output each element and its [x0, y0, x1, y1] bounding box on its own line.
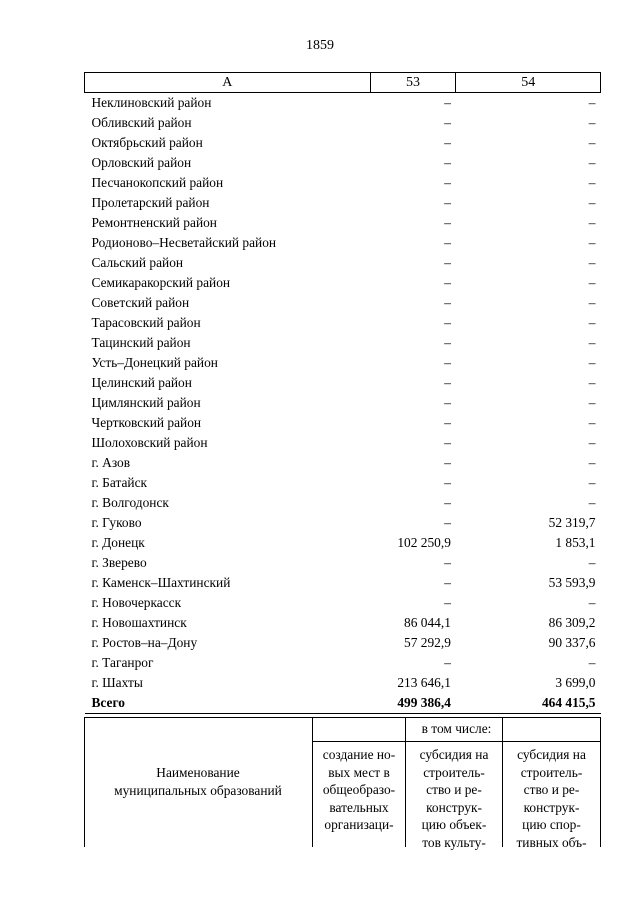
- value-53: –: [444, 355, 451, 370]
- value-54: –: [588, 395, 596, 410]
- table-row: [85, 93, 601, 114]
- municipality-name: г. Таганрог: [91, 655, 154, 670]
- value-54: 90 337,6: [548, 635, 596, 650]
- subcol-line: цию спор-: [522, 817, 581, 832]
- budget-table: [84, 72, 601, 714]
- value-54: –: [588, 455, 596, 470]
- table-row: [85, 333, 601, 353]
- value-53: 499 386,4: [370, 693, 456, 714]
- table-row: [85, 473, 601, 493]
- table-row: [85, 453, 601, 473]
- value-54: –: [588, 235, 596, 250]
- value-53: –: [444, 595, 451, 610]
- value-53: –: [444, 575, 451, 590]
- municipality-name: г. Донецк: [91, 535, 145, 550]
- table-header-row: [85, 73, 601, 93]
- value-53: –: [444, 175, 451, 190]
- municipality-name: Чертковский район: [91, 415, 202, 430]
- municipality-name: Песчанокопский район: [91, 175, 224, 190]
- table-row: [85, 193, 601, 213]
- table-row: [85, 253, 601, 273]
- municipality-name: Октябрьский район: [91, 135, 203, 150]
- table-row: [85, 373, 601, 393]
- subtable-header: [84, 717, 601, 850]
- municipality-name: Советский район: [91, 295, 190, 310]
- value-53: –: [444, 295, 451, 310]
- table-row: [85, 513, 601, 533]
- value-54: –: [588, 155, 596, 170]
- table-row: [85, 553, 601, 573]
- value-53: –: [444, 435, 451, 450]
- municipality-header-line: Наименование: [156, 765, 240, 780]
- table-row: [85, 433, 601, 453]
- subcol-line: вательных: [329, 799, 389, 815]
- municipality-name: г. Каменск–Шахтинский: [91, 575, 231, 590]
- table-row: [85, 313, 601, 333]
- municipality-name: Тарасовский район: [91, 315, 201, 330]
- subcol-line: организаци-: [324, 817, 394, 832]
- value-54: –: [588, 175, 596, 190]
- table-row: [85, 613, 601, 633]
- municipality-name: Сальский район: [91, 255, 184, 270]
- value-53: –: [444, 235, 451, 250]
- subcol-line: общеобразо-: [322, 782, 396, 797]
- table-row: [85, 273, 601, 293]
- header-col-a: А: [85, 73, 371, 93]
- value-54: –: [588, 135, 596, 150]
- municipality-header-line: муниципальных образований: [114, 782, 282, 798]
- value-54: 1 853,1: [555, 535, 596, 550]
- value-53: –: [444, 375, 451, 390]
- subcol-line: тов культу-: [422, 834, 486, 850]
- value-53: –: [444, 195, 451, 210]
- value-54: –: [588, 555, 596, 570]
- municipality-name: Родионово–Несветайский район: [91, 235, 277, 250]
- value-53: –: [444, 455, 451, 470]
- table-row: [85, 353, 601, 373]
- table-row: [85, 593, 601, 613]
- subcol-line: строитель-: [423, 764, 485, 780]
- subcol-sport-subsidy: [503, 746, 600, 851]
- value-53: –: [444, 655, 451, 670]
- subcol-new-places: [313, 746, 405, 834]
- value-54: –: [588, 655, 596, 670]
- table-row: [85, 393, 601, 413]
- municipality-name: Усть–Донецкий район: [91, 355, 218, 370]
- value-53: –: [444, 475, 451, 490]
- value-54: –: [588, 595, 596, 610]
- municipality-name: г. Шахты: [91, 675, 143, 690]
- value-54: 464 415,5: [456, 693, 601, 714]
- table-row: [85, 653, 601, 673]
- value-53: –: [444, 215, 451, 230]
- table-row: [85, 493, 601, 513]
- subtable-top-border: [84, 717, 601, 718]
- municipality-name: г. Батайск: [91, 475, 148, 490]
- table-row: [85, 113, 601, 133]
- municipality-name: г. Волгодонск: [91, 495, 169, 510]
- municipality-name: Шолоховский район: [91, 435, 208, 450]
- municipality-name: Орловский район: [91, 155, 192, 170]
- subcol-line: тивных объ-: [516, 834, 587, 850]
- value-53: 57 292,9: [404, 635, 451, 650]
- table-row: [85, 573, 601, 593]
- municipality-name: г. Ростов–на–Дону: [91, 635, 198, 650]
- value-53: –: [444, 415, 451, 430]
- value-54: –: [588, 435, 596, 450]
- value-54: –: [588, 375, 596, 390]
- value-54: –: [588, 355, 596, 370]
- header-col-54: 54: [456, 73, 601, 93]
- value-53: –: [444, 275, 451, 290]
- subtable-group-divider: [312, 741, 601, 742]
- subcol-line: создание но-: [322, 747, 396, 762]
- municipality-name: г. Новошахтинск: [91, 615, 187, 630]
- municipality-name: г. Зверево: [91, 555, 147, 570]
- value-53: –: [444, 395, 451, 410]
- value-53: 213 646,1: [397, 675, 451, 690]
- total-row: [85, 693, 601, 714]
- subcol-line: вых мест в: [328, 764, 390, 780]
- table-row: [85, 673, 601, 693]
- value-53: –: [444, 335, 451, 350]
- header-col-53: 53: [370, 73, 456, 93]
- value-54: 3 699,0: [555, 675, 596, 690]
- municipality-name: Обливский район: [91, 115, 192, 130]
- value-53: –: [444, 315, 451, 330]
- value-54: –: [588, 95, 596, 110]
- subcol-culture-subsidy: [406, 746, 502, 851]
- value-54: –: [588, 495, 596, 510]
- value-53: –: [444, 135, 451, 150]
- value-54: –: [588, 335, 596, 350]
- value-54: –: [588, 475, 596, 490]
- table-row: [85, 633, 601, 653]
- municipality-name: г. Азов: [91, 455, 131, 470]
- subcol-line: конструк-: [523, 799, 580, 815]
- value-54: –: [588, 315, 596, 330]
- municipality-name: Ремонтненский район: [91, 215, 217, 230]
- table-row: [85, 173, 601, 193]
- subcol-line: строитель-: [520, 764, 583, 780]
- value-53: –: [444, 255, 451, 270]
- value-54: –: [588, 255, 596, 270]
- table-row: [85, 293, 601, 313]
- municipality-name: Целинский район: [91, 375, 192, 390]
- table-row: [85, 133, 601, 153]
- value-54: –: [588, 415, 596, 430]
- municipality-name: г. Новочеркасск: [91, 595, 182, 610]
- value-53: –: [444, 495, 451, 510]
- value-54: 53 593,9: [548, 575, 596, 590]
- subcol-line: цию объек-: [421, 817, 487, 832]
- subcol-line: субсидия на: [419, 747, 489, 762]
- page-number: 1859: [306, 38, 334, 53]
- value-54: –: [588, 115, 596, 130]
- table-row: [85, 413, 601, 433]
- subcol-line: ство и ре-: [523, 782, 580, 797]
- table-row: [85, 153, 601, 173]
- municipality-header: [84, 764, 312, 799]
- value-54: –: [588, 275, 596, 290]
- table-row: [85, 233, 601, 253]
- municipality-name: Неклиновский район: [91, 95, 212, 110]
- municipality-name: Тацинский район: [91, 335, 191, 350]
- value-53: –: [444, 115, 451, 130]
- value-54: –: [588, 215, 596, 230]
- table-row: [85, 213, 601, 233]
- group-header: в том числе:: [421, 721, 492, 736]
- municipality-name: Пролетарский район: [91, 195, 210, 210]
- municipality-name: г. Гуково: [91, 515, 142, 530]
- value-54: –: [588, 295, 596, 310]
- value-54: 86 309,2: [548, 615, 596, 630]
- municipality-name: Семикаракорский район: [91, 275, 231, 290]
- subcol-line: конструк-: [426, 799, 482, 815]
- municipality-name: Всего: [85, 693, 371, 714]
- subcol-line: субсидия на: [517, 747, 586, 762]
- value-53: –: [444, 95, 451, 110]
- value-53: –: [444, 555, 451, 570]
- value-54: –: [588, 195, 596, 210]
- municipality-name: Цимлянский район: [91, 395, 201, 410]
- subcol-line: ство и ре-: [426, 782, 482, 797]
- table-row: [85, 533, 601, 553]
- value-53: 102 250,9: [397, 535, 451, 550]
- value-54: 52 319,7: [548, 515, 596, 530]
- value-53: –: [444, 155, 451, 170]
- value-53: –: [444, 515, 451, 530]
- value-53: 86 044,1: [404, 615, 451, 630]
